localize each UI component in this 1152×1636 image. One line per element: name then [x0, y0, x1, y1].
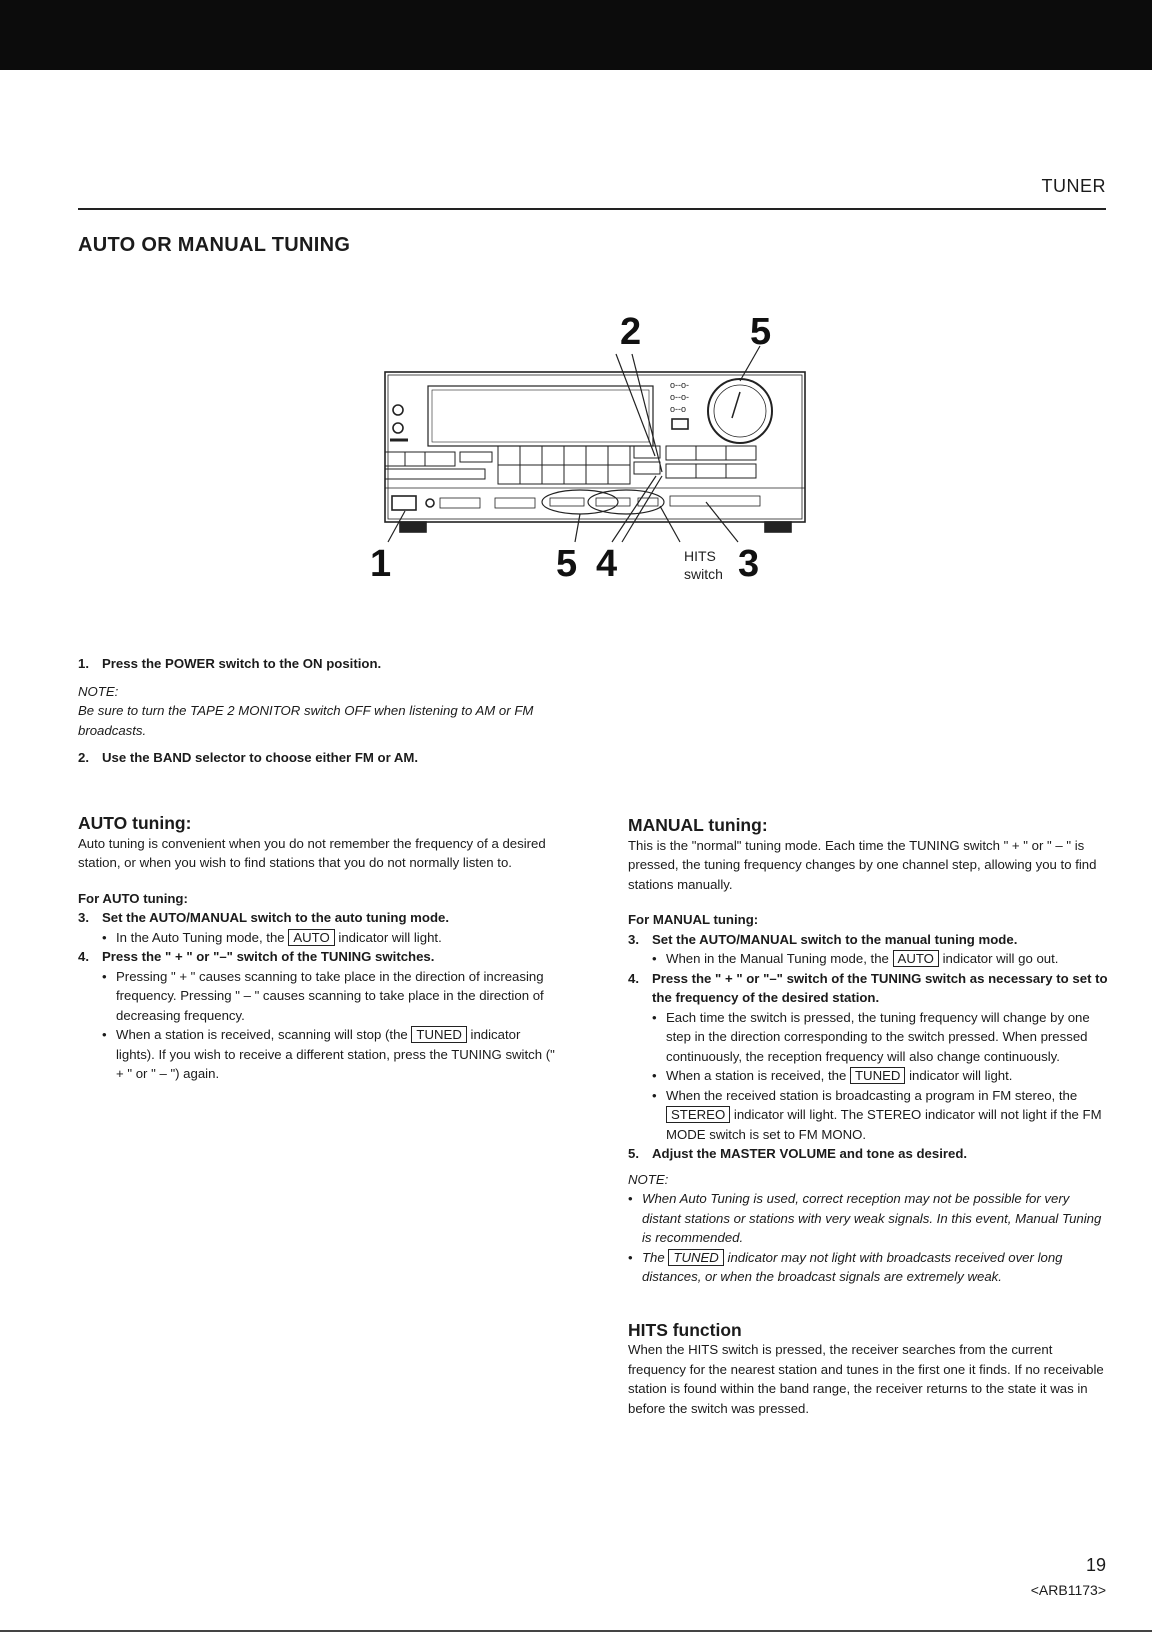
master-volume-knob	[708, 379, 772, 443]
display-window	[428, 386, 653, 446]
bullet-dot: •	[628, 1191, 633, 1206]
svg-text:o--o-: o--o-	[670, 380, 690, 390]
bullet-dot: •	[652, 951, 657, 966]
hits-label-line2: switch	[684, 566, 723, 582]
manual-step-4-bullet-1: • Each time the switch is pressed, the tuning frequency will change by one step in the direction corresponding to the switch pressed. When pressed continuously, the reception frequency will also change continuously.	[628, 1008, 1108, 1067]
auto-step-3: 3. Set the AUTO/MANUAL switch to the auto tuning mode.	[78, 910, 450, 925]
tuned-indicator-box: TUNED	[850, 1067, 905, 1084]
document-code: <ARB1173>	[1030, 1582, 1106, 1598]
bullet-dot: •	[102, 929, 107, 945]
intro-step-2: 2. Use the BAND selector to choose either FM or AM.	[78, 750, 419, 765]
manual-tuning-intro: This is the "normal" tuning mode. Each time the TUNING switch " + " or " – " is pressed, the tuning frequency changes by one channel step, allowing you to find stations manually.	[628, 837, 1097, 892]
bullet-dot: •	[102, 1027, 107, 1042]
bullet-dot: •	[652, 1087, 657, 1103]
auto-tuning-section	[78, 814, 560, 1084]
auto-tuning-intro: Auto tuning is convenient when you do not remember the frequency of a desired station, or when you wish to find stations that you do not normally listen to.	[78, 835, 546, 870]
intro-block	[78, 654, 578, 768]
auto-indicator-box: AUTO	[288, 929, 334, 946]
auto-step-4-bullet-1: • Pressing " + " causes scanning to take place in the direction of increasing frequency. Pressing " – " causes scanning to take place in the direction of decreasing frequency.	[78, 967, 560, 1026]
hits-function-heading: HITS function	[628, 1319, 742, 1340]
manual-step-4-bullet-2: • When a station is received, the TUNED indicator will light.	[628, 1066, 1108, 1086]
manual-step-4-bullet-3: • When the received station is broadcasting a program in FM stereo, the STEREO indicator will light. The STEREO indicator will not light if the FM MODE switch is set to FM MONO.	[628, 1086, 1108, 1145]
manual-note-bullet-1: • When Auto Tuning is used, correct reception may not be possible for very distant stations or stations with very weak signals. In this event, Manual Tuning is recommended.	[628, 1189, 1108, 1248]
manual-step-3: 3. Set the AUTO/MANUAL switch to the manual tuning mode.	[628, 931, 1018, 947]
callout-1: 1	[370, 543, 392, 585]
tuned-indicator-box: TUNED	[411, 1026, 466, 1043]
svg-text:o--o: o--o	[670, 404, 687, 414]
receiver-chassis	[385, 346, 805, 542]
stereo-indicator-box: STEREO	[666, 1106, 730, 1123]
manual-step-5: 5. Adjust the MASTER VOLUME and tone as desired.	[628, 1146, 968, 1161]
bullet-dot: •	[652, 1009, 657, 1025]
auto-tuning-for-label: For AUTO tuning:	[78, 890, 188, 906]
auto-tuning-heading: AUTO tuning:	[78, 813, 192, 833]
manual-tuning-for-label: For MANUAL tuning:	[628, 912, 759, 927]
manual-step-4: 4. Press the " + " or "–" switch of the TUNING switch as necessary to set to the frequency of the desired station.	[628, 970, 1108, 1005]
top-dark-band	[0, 0, 1152, 70]
band-selector-highlight	[542, 490, 618, 514]
section-label: TUNER	[1041, 176, 1106, 196]
manual-note-bullet-2: • The TUNED indicator may not light with broadcasts received over long distances, or when the broadcast signals are extremely weak.	[628, 1248, 1108, 1287]
header-rule	[78, 208, 1106, 210]
intro-note-text: Be sure to turn the TAPE 2 MONITOR switch OFF when listening to AM or FM broadcasts.	[78, 703, 534, 738]
callout-3: 3	[738, 543, 760, 585]
auto-indicator-box: AUTO	[893, 950, 939, 967]
receiver-front-panel-illustration	[370, 306, 820, 596]
intro-step-1: 1. Press the POWER switch to the ON position.	[78, 656, 382, 671]
manual-tuning-heading: MANUAL tuning:	[628, 815, 768, 835]
power-switch	[392, 496, 416, 510]
svg-text:o--o-: o--o-	[670, 392, 690, 402]
intro-note-label: NOTE:	[78, 683, 119, 699]
bullet-dot: •	[628, 1249, 633, 1265]
bullet-dot: •	[652, 1068, 657, 1083]
callout-4: 4	[596, 543, 618, 585]
tuned-indicator-box: TUNED	[668, 1249, 723, 1266]
auto-step-3-bullet: • In the Auto Tuning mode, the AUTO indicator will light.	[78, 928, 560, 948]
manual-tuning-section	[628, 816, 1108, 1418]
manual-note-label: NOTE:	[628, 1171, 669, 1187]
manual-step-3-bullet: • When in the Manual Tuning mode, the AUTO indicator will go out.	[628, 949, 1108, 969]
callout-2: 2	[620, 311, 642, 353]
auto-step-4: 4. Press the " + " or "–" switch of the TUNING switches.	[78, 949, 435, 964]
callout-5-bottom: 5	[556, 543, 578, 585]
bullet-dot: •	[102, 968, 107, 984]
chassis-outline	[385, 372, 805, 522]
callout-5-top: 5	[750, 311, 772, 353]
page-number: 19	[1085, 1555, 1106, 1575]
bottom-edge-line	[0, 1630, 1152, 1632]
page-title: AUTO OR MANUAL TUNING	[78, 234, 351, 256]
auto-step-4-bullet-2: • When a station is received, scanning will stop (the TUNED indicator lights). If you wish to receive a different station, press the TUNING switch (" + " or " – ") again.	[78, 1025, 560, 1084]
power-icon-left	[393, 405, 403, 415]
receiver-diagram	[370, 306, 820, 596]
hits-function-text: When the HITS switch is pressed, the receiver searches from the current frequency for the nearest station and tunes in the first one it finds. If no receivable station is found within the band range, the receiver returns to the state it was in before the switch was pressed.	[628, 1342, 1104, 1416]
hits-label-line1: HITS	[684, 548, 716, 564]
